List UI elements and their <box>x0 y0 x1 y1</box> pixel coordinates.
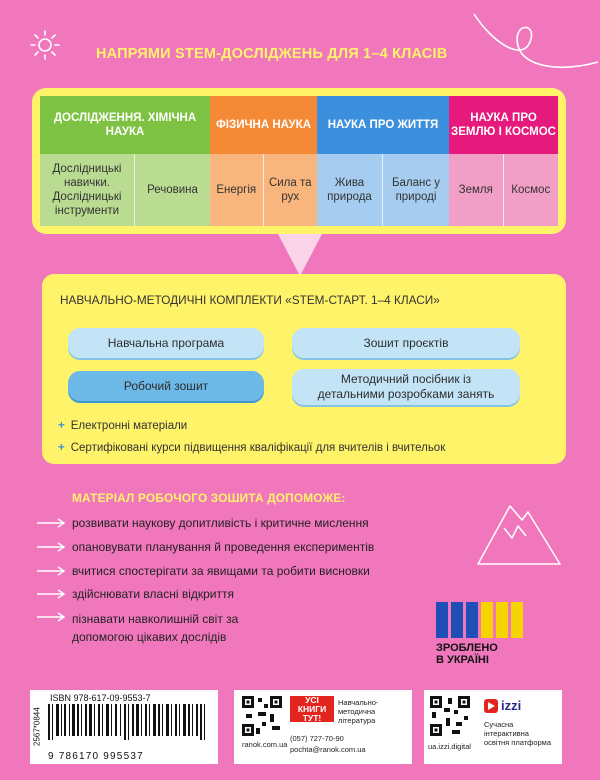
squiggle-decoration <box>472 2 600 92</box>
ukraine-flag-bars <box>436 602 528 638</box>
material-item: здійснювати власні відкриття <box>72 587 234 601</box>
material-item: опановувати планування й проведення експериментів <box>72 540 375 554</box>
stem-sub-earth: Земля <box>449 154 504 226</box>
curriculum-pill: Навчальна програма <box>68 328 264 358</box>
workbook-pill: Робочий зошит <box>68 371 264 401</box>
sun-icon <box>28 28 62 62</box>
stem-sub-substance: Речовина <box>147 184 198 196</box>
stem-sub-force-motion: Сила та рух <box>268 177 312 203</box>
material-item: вчитися спостерігати за явищами та робити висновки <box>72 564 370 578</box>
arrow-icon <box>36 518 66 528</box>
made-in-ukraine-badge <box>436 602 528 676</box>
izzi-site: ua.izzi.digital <box>428 742 471 751</box>
badge-line2: В УКРАЇНІ <box>436 654 489 666</box>
stem-sub-energy: Енергія <box>210 154 264 226</box>
stem-sub-nature-balance: Баланс у природі <box>391 177 441 203</box>
qr-code-icon <box>242 696 282 736</box>
material-item: пізнавати навколишній світ за допомогою цікавих дослідів <box>72 612 239 644</box>
plus-icon: + <box>58 420 65 432</box>
arrow-icon <box>36 589 66 599</box>
mountain-icon <box>476 498 562 568</box>
stem-header-physics: ФІЗИЧНА НАУКА <box>210 96 317 154</box>
stem-sub-living-nature: Жива природа <box>317 154 383 226</box>
stem-subs-physics <box>210 154 317 226</box>
project-notebook-pill: Зошит проєктів <box>292 328 520 358</box>
stem-header-research: ДОСЛІДЖЕННЯ. ХІМІЧНА НАУКА <box>40 96 210 154</box>
arrow-icon <box>36 612 66 622</box>
phone-number: (057) 727-70-90 <box>290 734 344 743</box>
complexes-title: НАВЧАЛЬНО-МЕТОДИЧНІ КОМПЛЕКТИ «STEM-СТАРТ. 1–4 КЛАСИ» <box>60 293 440 307</box>
bullet-courses: + Сертифіковані курси підвищення кваліфікації для вчителів і вчительок <box>58 442 446 454</box>
plus-icon: + <box>58 442 65 454</box>
bullet-electronic: + Електронні матеріали <box>58 420 188 432</box>
stem-subs-life <box>317 154 449 226</box>
isbn-text: ISBN 978-617-09-9553-7 <box>50 693 151 703</box>
methodical-guide-pill: Методичний посібник із детальними розробками занять <box>292 369 520 405</box>
stem-subs-research <box>40 154 210 226</box>
material-item: розвивати наукову допитливість і критичне мислення <box>72 516 369 530</box>
stem-sub-space: Космос <box>511 184 551 196</box>
arrow-icon <box>36 566 66 576</box>
stem-header-life: НАУКА ПРО ЖИТТЯ <box>317 96 449 154</box>
barcode-number: 9 786170 995537 <box>48 751 144 762</box>
stem-table <box>40 96 558 226</box>
ranok-site: ranok.com.ua <box>242 740 288 749</box>
stem-subs-earth-space <box>449 154 558 226</box>
izzi-logo <box>484 698 521 713</box>
literature-label: Навчально-методична література <box>338 698 379 725</box>
arrow-icon <box>36 542 66 552</box>
qr-code-icon <box>430 696 470 736</box>
badge-line1: ЗРОБЛЕНО <box>436 642 498 654</box>
ranok-block <box>234 690 412 764</box>
books-badge: УСІ КНИГИ ТУТ! <box>290 696 334 722</box>
page-title: НАПРЯМИ STEM-ДОСЛІДЖЕНЬ ДЛЯ 1–4 КЛАСІВ <box>96 46 448 62</box>
down-arrow-triangle <box>278 234 322 278</box>
email-address: pochta@ranok.com.ua <box>290 745 366 754</box>
material-title: МАТЕРІАЛ РОБОЧОГО ЗОШИТА ДОПОМОЖЕ: <box>72 491 346 505</box>
izzi-tagline: Сучасна інтерактивна освітня платформа <box>484 720 552 747</box>
play-icon <box>484 699 498 713</box>
stem-sub-research-skills: Дослідницькі навички. Дослідницькі інструменти <box>40 154 135 226</box>
barcode-icon <box>48 704 210 740</box>
stem-header-earth-space: НАУКА ПРО ЗЕМЛЮ І КОСМОС <box>449 96 558 154</box>
barcode-side-number: 2567*0844 <box>32 707 42 747</box>
izzi-brand: izzi <box>501 698 522 713</box>
izzi-block <box>424 690 562 764</box>
